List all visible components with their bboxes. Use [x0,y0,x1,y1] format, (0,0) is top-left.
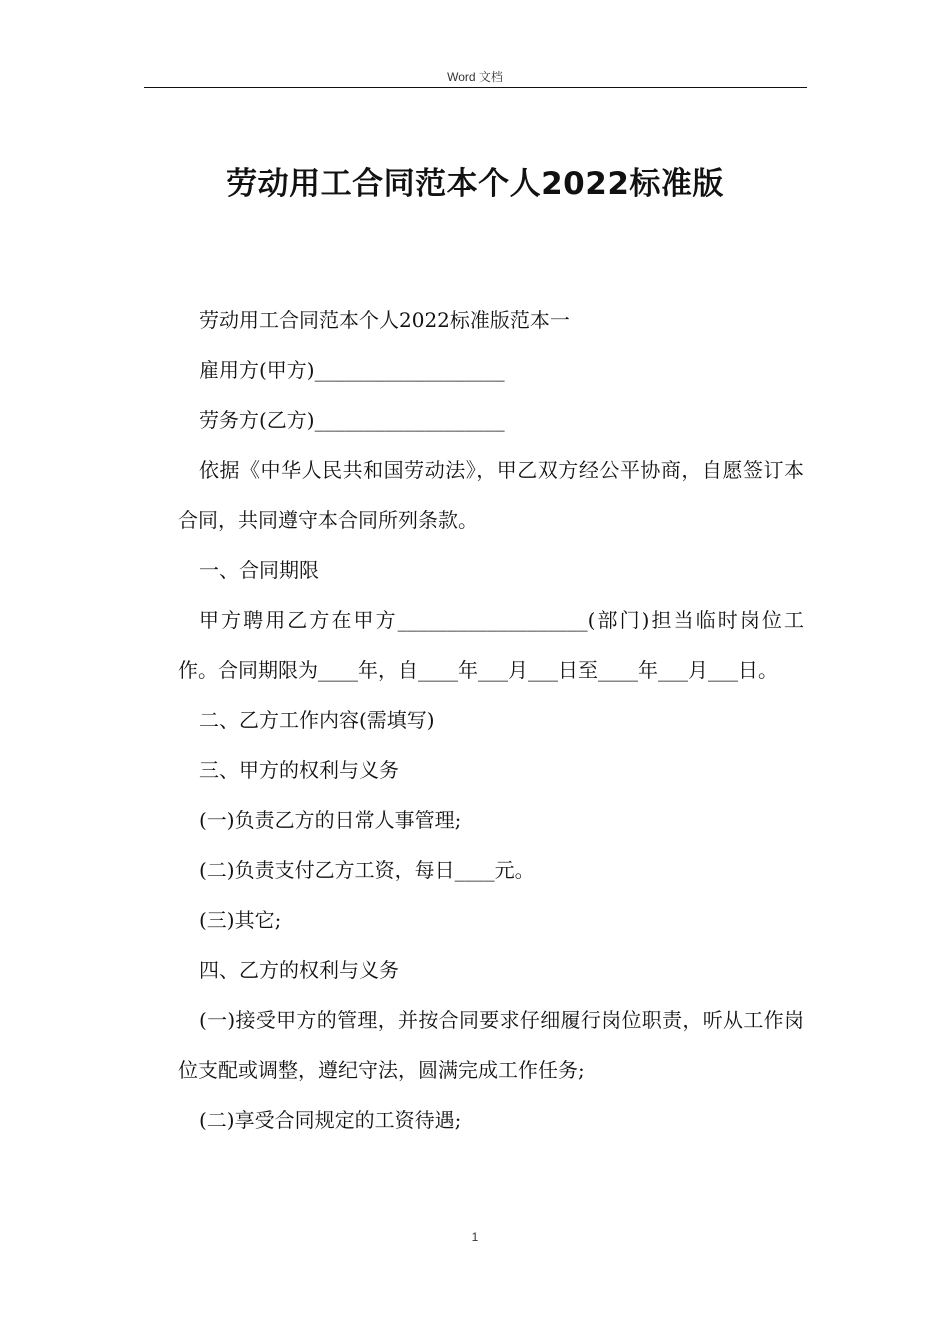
section-heading-party-a-rights: 三、甲方的权利与义务 [199,758,399,782]
list-item: (三)其它; [199,908,282,932]
page-number: 1 [471,1230,479,1244]
paragraph-term-detail: 甲方聘用乙方在甲方___________________(部门)担当临时岗位工作。合同期限为____年，自____年___月___日至____年___月___日。 [178,608,804,682]
paragraph-preamble: 依据《中华人民共和国劳动法》，甲乙双方经公平协商，自愿签订本合同，共同遵守本合同所列条款。 [178,458,804,532]
paragraph-subtitle: 劳动用工合同范本个人2022标准版范本一 [199,308,570,332]
list-item: (二)享受合同规定的工资待遇; [199,1108,462,1132]
section-heading-term: 一、合同期限 [199,558,319,582]
paragraph-employer: 雇用方(甲方)___________________ [199,358,505,382]
section-heading-party-b-rights: 四、乙方的权利与义务 [199,958,399,982]
list-item: (一)接受甲方的管理，并按合同要求仔细履行岗位职责，听从工作岗位支配或调整，遵纪守法，圆满完成工作任务; [178,1008,804,1082]
header-divider [144,87,807,88]
paragraph-employee: 劳务方(乙方)___________________ [199,408,505,432]
document-title: 劳动用工合同范本个人2022标准版 [226,166,724,202]
document-body [178,295,804,1145]
list-item: (二)负责支付乙方工资，每日____元。 [199,858,535,882]
section-heading-work-content: 二、乙方工作内容(需填写) [199,708,435,732]
list-item: (一)负责乙方的日常人事管理; [199,808,462,832]
page-header: Word 文档 [447,70,503,84]
